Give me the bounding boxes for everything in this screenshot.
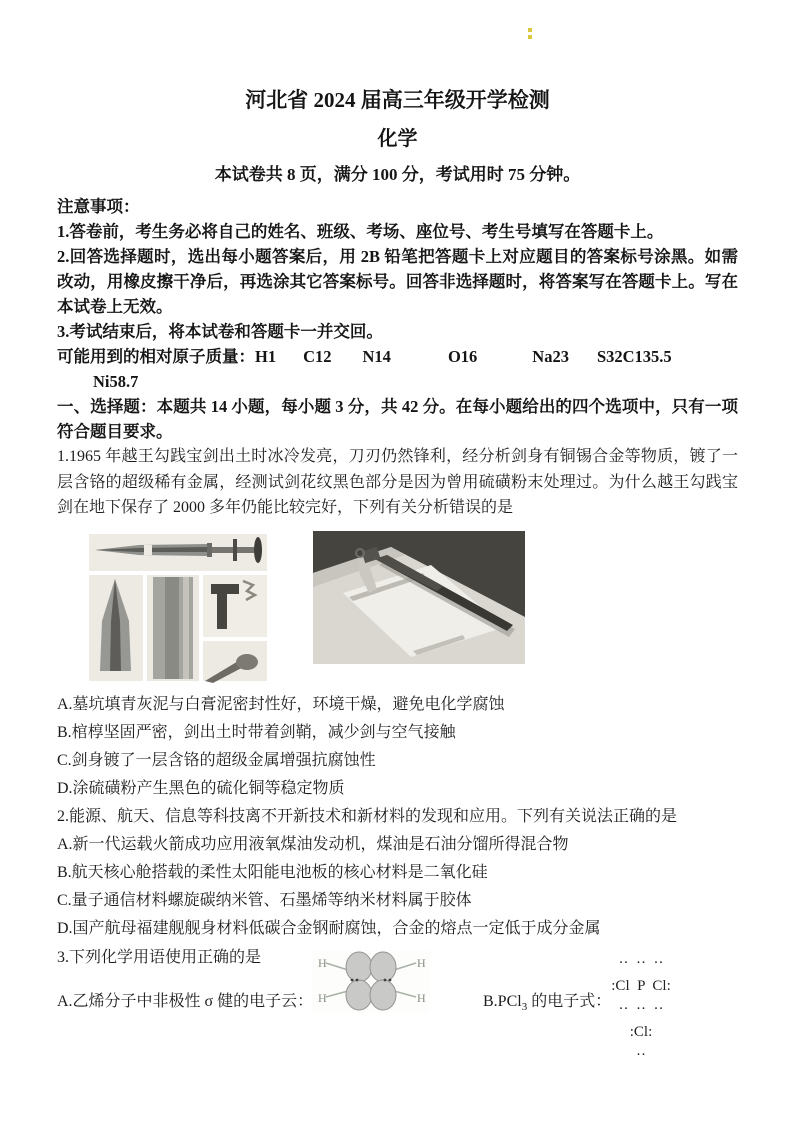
atomic-masses-label: 可能用到的相对原子质量： xyxy=(57,347,255,366)
sword-photo-figure xyxy=(313,531,525,664)
atomic-mass-token: Na23 xyxy=(532,347,569,366)
q1-option-a: A.墓坑填青灰泥与白膏泥密封性好，环境干燥，避免电化学腐蚀 xyxy=(57,695,505,713)
question-3-block xyxy=(57,944,738,1089)
exam-info: 本试卷共 8 页，满分 100 分，考试用时 75 分钟。 xyxy=(214,165,581,184)
ethylene-sigma-cloud-figure xyxy=(312,950,430,1012)
q3-option-b-prefix: B.PCl xyxy=(483,992,522,1010)
q1-option-b: B.棺椁坚固严密，剑出土时带着剑鞘，减少剑与空气接触 xyxy=(57,723,456,741)
atomic-masses-continuation: Ni58.7 xyxy=(93,372,139,391)
question-2-options xyxy=(57,831,738,943)
lewis-line: :Cl P Cl: xyxy=(611,977,671,994)
h-atom-label: H xyxy=(417,955,426,970)
notes-item-1: 1.答卷前，考生务必将自己的姓名、班级、考场、座位号、考生号填写在答题卡上。 xyxy=(57,222,664,241)
q3-option-b-subscript: 3 xyxy=(521,1000,528,1013)
q1-option-d: D.涂硫磺粉产生黑色的硫化铜等稳定物质 xyxy=(57,779,345,797)
q2-option-d: D.国产航母福建舰舰身材料低碳合金钢耐腐蚀，合金的熔点一定低于成分金属 xyxy=(57,919,601,937)
atomic-mass-token: O16 xyxy=(447,347,478,366)
q1-option-c: C.剑身镀了一层含铬的超级金属增强抗腐蚀性 xyxy=(57,751,376,769)
q3-option-b-suffix: 的电子式： xyxy=(527,992,612,1010)
sword-collage-figure xyxy=(87,531,269,683)
q3-option-a-label: A.乙烯分子中非极性 σ 健的电子云： xyxy=(57,992,314,1010)
atomic-mass-token: C135.5 xyxy=(622,347,672,366)
q2-option-a: A.新一代运载火箭成功应用液氧煤油发动机，煤油是石油分馏所得混合物 xyxy=(57,835,569,853)
h-atom-label: H xyxy=(318,955,327,970)
atomic-mass-token: S32 xyxy=(596,347,623,366)
notes-item-3: 3.考试结束后，将本试卷和答题卡一并交回。 xyxy=(57,322,383,341)
question-3-stem: 3.下列化学用语使用正确的是 xyxy=(57,948,262,966)
q2-option-b: B.航天核心舱搭载的柔性太阳能电池板的核心材料是二氧化硅 xyxy=(57,863,488,881)
page-content xyxy=(57,0,738,1089)
notes-section xyxy=(57,194,738,394)
exam-subject: 化学 xyxy=(377,128,418,150)
exam-title: 河北省 2024 届高三年级开学检测 xyxy=(245,88,550,112)
atomic-masses-line xyxy=(57,344,738,369)
lewis-line: ·· ·· ·· xyxy=(618,954,664,971)
notes-item-2: 2.回答选择题时，选出每小题答案后，用 2B 铅笔把答题卡上对应题目的答案标号涂黑。如需改动，用橡皮擦干净后，再选涂其它答案标号。回答非选择题时，将答案写在答题卡上。写在本试卷上无效。 xyxy=(57,247,738,316)
h-atom-label: H xyxy=(417,990,426,1005)
question-2-stem: 2.能源、航天、信息等科技离不开新技术和新材料的发现和应用。下列有关说法正确的是 xyxy=(57,807,678,825)
question-1-figures xyxy=(87,531,738,683)
lewis-line: :Cl: xyxy=(629,1023,653,1040)
lewis-line: ·· ·· ·· xyxy=(618,1000,664,1017)
q2-option-c: C.量子通信材料螺旋碳纳米管、石墨烯等纳米材料属于胶体 xyxy=(57,891,472,909)
question-1-stem: 1.1965 年越王勾践宝剑出土时冰冷发亮，刀刃仍然锋利，经分析剑身有铜锡合金等物质，镀了一层含铬的超级稀有金属，经测试剑花纹黑色部分是因为曾用硫磺粉末处理过。为什么越王勾践宝剑在地下保存了 2000 多年仍能比较完好，下列有关分析错误的是 xyxy=(57,448,738,516)
atomic-mass-token: N14 xyxy=(362,347,391,366)
atomic-mass-token: C12 xyxy=(303,347,332,366)
lewis-line: ·· xyxy=(636,1046,646,1063)
section-heading: 一、选择题：本题共 14 小题，每小题 3 分，共 42 分。在每小题给出的四个选项中，只有一项符合题目要求。 xyxy=(57,397,738,441)
atomic-mass-token: H1 xyxy=(255,347,277,366)
pcl3-lewis-structure xyxy=(585,952,697,1067)
notes-heading: 注意事项： xyxy=(57,197,140,216)
h-atom-label: H xyxy=(318,990,327,1005)
question-1-options xyxy=(57,691,738,803)
